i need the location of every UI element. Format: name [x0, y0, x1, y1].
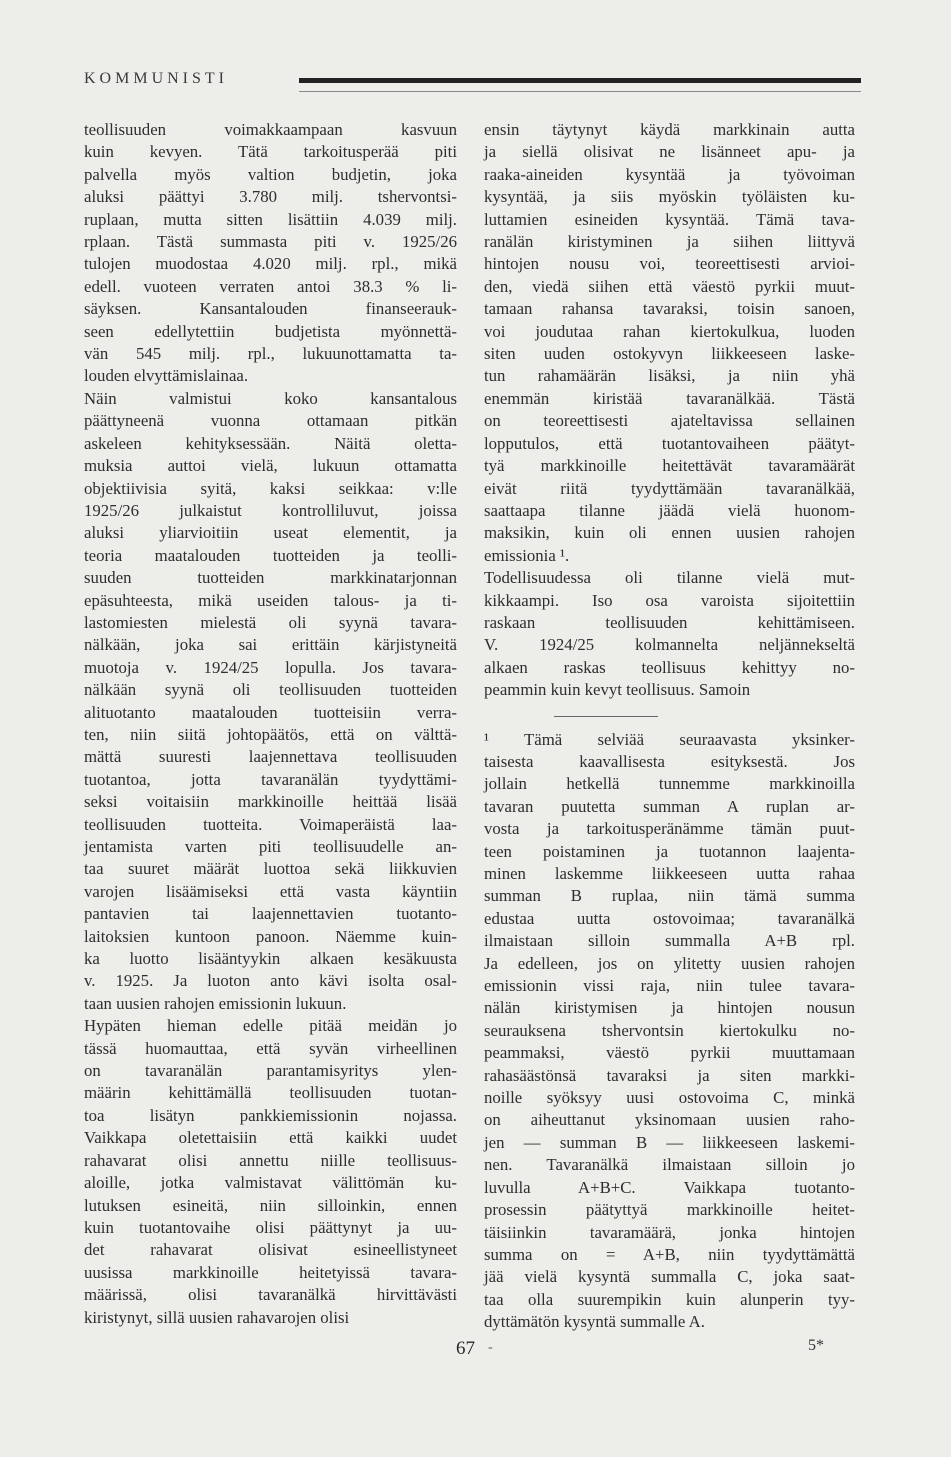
- text-line: V. 1924/25 kolmannelta neljännekseltä: [484, 635, 855, 655]
- text-line: toa lisätyn pankkiemissionin nojassa.: [84, 1105, 457, 1125]
- text-line: aluksi päättyi 3.780 milj. tshervontsi-: [84, 187, 457, 207]
- text-line: 1925/26 julkaistut kontrolliluvut, joissa: [84, 500, 457, 520]
- text-line: määrin kehittämällä teollisuuden tuotan-: [84, 1083, 457, 1103]
- text-line: jollain hetkellä tunnemme markkinoilla: [484, 774, 855, 794]
- text-line: seurauksena tshervontsin kiertokulku no-: [484, 1020, 855, 1040]
- right-column: [484, 119, 855, 1334]
- text-line: taa suuret määrät luottoa sekä liikkuvien: [84, 859, 457, 879]
- text-line: luttamien esineiden kysyntää. Tämä tava-: [484, 209, 855, 229]
- text-line: emissionia ¹.: [484, 545, 570, 565]
- text-line: taa olla suurempikin kuin alunperin tyy-: [484, 1289, 855, 1309]
- text-line: päättyneenä vuonna ottamaan pitkän: [84, 411, 457, 431]
- text-line: jentamista varten piti teollisuudelle an-: [84, 837, 457, 856]
- text-line: Vaikkapa oletettaisiin että kaikki uudet: [84, 1128, 457, 1148]
- text-line: tyä markkinoille heitettävät tavaramäärät: [484, 456, 855, 476]
- header-rule-thin: [299, 91, 861, 92]
- text-line: vosta ja tarkoitusperänämme tämän puut-: [484, 819, 855, 839]
- header-rule-thick: [299, 78, 861, 83]
- text-line: säyksen. Kansantalouden finanseerauk-: [84, 299, 457, 319]
- text-line: tavaran puutetta summan A ruplan ar-: [484, 796, 855, 816]
- text-line: palvella myös valtion budjetin, joka: [84, 164, 457, 184]
- text-line: peammaksi, väestö pyrkii muuttamaan: [484, 1043, 855, 1063]
- text-line: saattaapa tilanne jäädä vielä huonom-: [484, 500, 855, 520]
- text-line: voi joudutaa rahan kiertokulkua, luoden: [484, 321, 855, 341]
- text-line: peammin kuin kevyt teollisuus. Samoin: [484, 680, 751, 700]
- running-head: KOMMUNISTI: [84, 70, 228, 87]
- text-line: tun rahamäärän lisäksi, ja niin yhä: [484, 366, 855, 386]
- text-line: rahavarat olisi annettu niille teollisuus-: [84, 1150, 457, 1170]
- text-line: summan B ruplaa, niin tämä summa: [484, 886, 855, 906]
- text-line: rahasäästönsä tavaraksi ja siten markki-: [484, 1065, 855, 1085]
- text-line: raaka-aineiden kysyntää ja työvoiman: [484, 164, 855, 184]
- text-line: on aiheuttanut yksinomaan uusien raho-: [484, 1110, 855, 1130]
- text-line: teollisuuden tuotteita. Voimaperäistä laa-: [84, 814, 457, 834]
- text-line: edustaa uutta ostovoimaa; tavaranälkä: [484, 908, 855, 928]
- text-line: ¹ Tämä selviää seuraavasta yksinker-: [484, 729, 855, 749]
- text-line: askeleen kehityksessään. Näitä oletta-: [84, 433, 457, 453]
- text-line: maksikin, kuin oli ennen uusien rahojen: [484, 523, 855, 543]
- text-line: taisesta kaavallisesta esityksestä. Jos: [484, 751, 855, 771]
- text-line: luvulla A+B+C. Vaikkapa tuotanto-: [484, 1177, 855, 1197]
- text-line: ruplaan, mutta sitten lisättiin 4.039 milj.: [84, 209, 457, 229]
- text-line: dyttämätön kysyntä summalle A.: [484, 1312, 705, 1332]
- text-line: siten uuden ostokyvyn liikkeeseen laske-: [484, 344, 855, 364]
- text-line: rplaan. Tästä summasta piti v. 1925/26: [84, 232, 457, 252]
- text-line: taan uusien rahojen emissionin lukuun.: [84, 993, 347, 1013]
- text-line: eivät riitä tyydyttämään tavaranälkää,: [484, 478, 855, 498]
- text-line: nen. Tavaranälkä ilmaistaan silloin jo: [484, 1155, 855, 1175]
- text-line: teen poistaminen ja tuotannon laajenta-: [484, 841, 855, 861]
- text-line: alkaen raskas teollisuus kehittyy no-: [484, 657, 855, 677]
- text-line: nälkään syynä oli teollisuuden tuotteiden: [84, 680, 457, 700]
- text-line: teollisuuden voimakkaampaan kasvuun: [84, 120, 457, 139]
- text-line: täisiinkin tavaramäärä, jonka hintojen: [484, 1222, 855, 1242]
- text-line: nälkään, joka sai erittäin kärjistyneitä: [84, 635, 457, 655]
- text-line: ranälän kiristyminen ja siihen liittyvä: [484, 232, 855, 252]
- text-line: ja siellä olisivat ne lisänneet apu- ja: [484, 142, 855, 162]
- text-line: Todellisuudessa oli tilanne vielä mut-: [484, 568, 855, 588]
- text-line: Ja edelleen, jos on ylitetty uusien rahojen: [484, 953, 855, 973]
- text-line: tulojen muodostaa 4.020 milj. rpl., mikä: [84, 254, 457, 274]
- text-line: tamaan rahansa tavaraksi, toisin sanoen,: [484, 299, 855, 319]
- text-line: v. 1925. Ja luoton anto kävi isolta osal-: [84, 971, 457, 991]
- text-line: summa on = A+B, niin tyydyttämättä: [484, 1244, 855, 1264]
- text-line: tässä huomauttaa, että syvän virheellinen: [84, 1038, 457, 1058]
- text-line: varojen lisäämiseksi että vasta käyntiin: [84, 881, 457, 901]
- text-line: kuin kevyen. Tätä tarkoitusperää piti: [84, 142, 457, 162]
- text-line: uusissa markkinoille heitetyissä tavara-: [84, 1262, 457, 1282]
- text-line: teoria maatalouden tuotteiden ja teolli-: [84, 545, 457, 565]
- text-line: Hypäten hieman edelle pitää meidän jo: [84, 1016, 457, 1036]
- page-number: 67: [456, 1338, 475, 1359]
- text-line: det rahavarat olisivat esineellistyneet: [84, 1240, 457, 1260]
- page-footer: [84, 1338, 864, 1368]
- text-line: prosessin päätyttyä markkinoille heitet-: [484, 1200, 855, 1220]
- text-line: alituotanto maatalouden tuotteisiin verra-: [84, 702, 457, 722]
- text-line: jen — summan B — liikkeeseen laskemi-: [484, 1132, 855, 1152]
- text-line: lopputulos, että tuotantovaiheen päätyt-: [484, 433, 855, 453]
- text-line: muotoja v. 1924/25 lopulla. Jos tavara-: [84, 657, 457, 677]
- footnote: [484, 729, 855, 1334]
- text-line: den, viedä siihen että väestö pyrkii muut-: [484, 276, 855, 296]
- text-line: epäsuhteesta, mikä useiden talous- ja ti-: [84, 590, 457, 610]
- page-header: [84, 70, 864, 96]
- text-line: lutuksen esineitä, niin silloinkin, ennen: [84, 1195, 457, 1215]
- text-line: Näin valmistui koko kansantalous: [84, 388, 457, 408]
- text-line: aloille, jotka valmistavat välittömän ku-: [84, 1173, 457, 1193]
- footer-dot: -: [488, 1340, 493, 1355]
- text-line: minen laskemme liikkeeseen uutta rahaa: [484, 864, 855, 883]
- text-line: objektiivisia syitä, kaksi seikkaa: v:lle: [84, 478, 457, 498]
- text-line: emissionin vissi raja, niin tulee tavara-: [484, 976, 855, 996]
- text-line: ilmaistaan silloin summalla A+B rpl.: [484, 931, 855, 951]
- text-line: ensin täytynyt käydä markkinain autta: [484, 120, 855, 139]
- text-line: seksi voitaisiin markkinoille heittää lisää: [84, 792, 457, 812]
- footnote-separator: [554, 716, 658, 717]
- text-line: suuden tuotteiden markkinatarjonnan: [84, 568, 457, 588]
- text-line: raskaan teollisuuden kehittämiseen.: [484, 612, 855, 632]
- text-line: aluksi yliarvioitiin useat elementit, ja: [84, 523, 457, 543]
- text-line: mättä suuresti laajennettava teollisuuden: [84, 747, 457, 767]
- text-line: edell. vuoteen verraten antoi 38.3 % li-: [84, 276, 457, 296]
- text-line: pantavien tai laajennettavien tuotanto-: [84, 904, 457, 924]
- text-line: ka luotto lisääntyykin alkaen kesäkuusta: [84, 949, 457, 969]
- text-line: vän 545 milj. rpl., lukuunottamatta ta-: [84, 344, 457, 364]
- text-line: on teoreettisesti ajateltavissa sellainen: [484, 411, 855, 431]
- text-line: jää vielä kysyntä summalla C, joka saat-: [484, 1267, 855, 1287]
- left-column: [84, 119, 457, 1329]
- text-line: noille syöksyy uusi ostovoima C, minkä: [484, 1088, 855, 1108]
- text-line: seen edellytettiin budjetista myönnettä-: [84, 321, 457, 341]
- text-line: kuin tuotantovaihe olisi päättynyt ja uu-: [84, 1217, 457, 1237]
- text-line: kysyntää, ja siis myöskin työläisten ku-: [484, 187, 855, 207]
- text-line: nälän kiristymisen ja hintojen nousun: [484, 998, 855, 1018]
- signature-mark: 5*: [808, 1337, 824, 1354]
- text-line: kiristynyt, sillä uusien rahavarojen olisi: [84, 1307, 350, 1327]
- text-line: enemmän kiristää tavaranälkää. Tästä: [484, 388, 855, 408]
- text-line: ten, niin siitä johtopäätös, että on välttä-: [84, 724, 457, 744]
- text-line: kikkaampi. Iso osa varoista sijoitettiin: [484, 590, 855, 610]
- text-line: hintojen nousu voi, teoreettisesti arvioi-: [484, 254, 855, 274]
- text-line: on tavaranälän parantamisyritys ylen-: [84, 1061, 457, 1081]
- text-line: tuotantoa, jotta tavaranälän tyydyttämi-: [84, 769, 457, 789]
- text-line: määrissä, olisi tavaranälkä hirvittävästi: [84, 1285, 457, 1305]
- text-line: laitoksien kuntoon panoon. Näemme kuin-: [84, 926, 457, 946]
- text-line: muksia auttoi vielä, lukuun ottamatta: [84, 456, 457, 476]
- text-line: louden elvyttämislainaa.: [84, 366, 249, 386]
- text-line: lastomiesten mielestä oli syynä tavara-: [84, 612, 457, 632]
